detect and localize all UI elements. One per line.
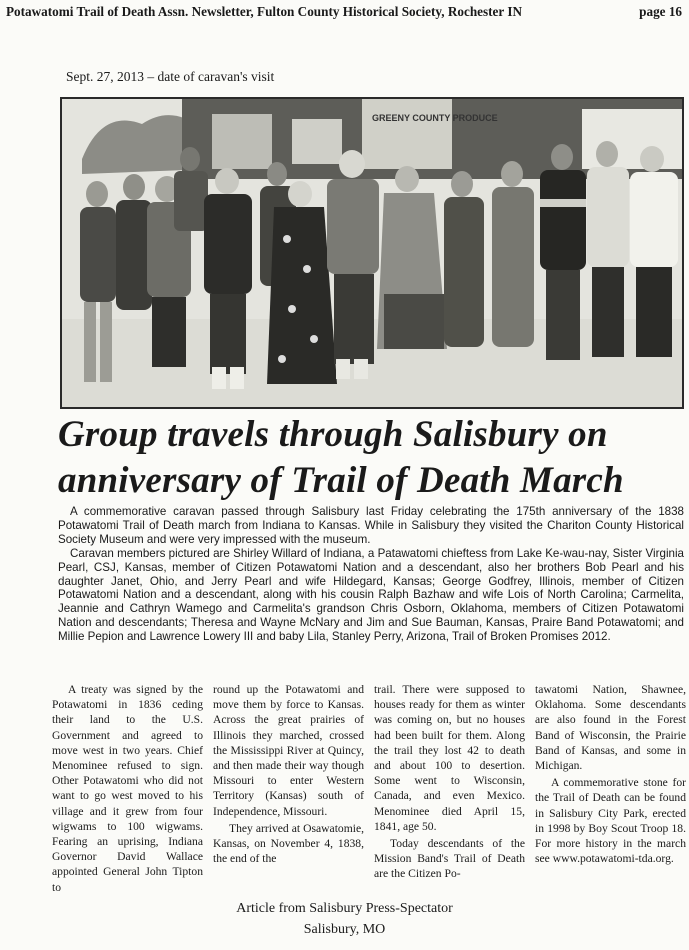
body-paragraph: tawatomi Nation, Shawnee, Oklahoma. Some descendants are also found in the Forest Band of Wisconsin, the Prairie Band of Kansas, and some in Michigan. — [535, 683, 686, 773]
column-2 — [213, 682, 364, 892]
headline-line-1: Group travels through Salisbury on — [58, 414, 608, 455]
body-paragraph: trail. There were supposed to houses ready for them as winter was coming on, but no houses had been built for them. Along the trail they lost 42 to death and about 100 to desertion. Some went to Wisconsin, Canada, and even Mexico. Menominee died April 15, 1841, age 50. — [374, 683, 525, 833]
body-paragraph: round up the Potawatomi and move them by force to Kansas. Across the great prairies of Illinois they marched, crossed the Mississippi River at Quincy, and then made their way though Missouri to enter Western Territory (Kansas) south of Independence, Missouri. — [213, 683, 364, 818]
produce-sign: GREENY COUNTY PRODUCE — [372, 113, 498, 123]
column-4 — [535, 682, 686, 892]
caravan-members-paragraph: Caravan members pictured are Shirley Willard of Indiana, a Patawatomi chieftess from Lake Ke-wau-nay, Sister Virginia Pearl, CSJ, Kansas, member of Citizen Potawatomi Nation and a descendant, also her brothers Bob Pearl and his daughter Janet, Ohio, and Jerry Pearl and wife Hildegard, Kansas; George Godfrey, Illinois, member of Citizen Potawatomi Nation and a descendant, along with his cousin Ralph Bazhaw and wife Lois of North Carolina; Carmelita, Jeannie and Cathryn Wamego and Carmelita's grandson Chris Osborn, Oklahoma, members of Citizen Potawatomi Nation and descendants; Theresa and Wayne McNary and Jim and Sue Bauman, Kansas, Praire Band Potawatomi; and Millie Pepion and Lawrence Lowery III and baby Lila, Stanley Perry, Arizona, Trail of Broken Promises 2012. — [58, 546, 684, 644]
source-line-1: Article from Salisbury Press-Spectator — [236, 901, 453, 916]
source-credit — [0, 898, 689, 940]
newsletter-header — [6, 4, 682, 24]
source-line-2: Salisbury, MO — [303, 922, 386, 937]
body-paragraph: A commemorative stone for the Trail of Death can be found in Salisbury City Park, erected in 1998 by Boy Scout Troop 18. For more history in the march see www.potawatomi-tda.org. — [535, 776, 686, 866]
headline-line-2: anniversary of Trail of Death March — [58, 460, 624, 501]
lead-paragraph: A commemorative caravan passed through Salisbury last Friday celebrating the 175th anniversary of the 1838 Potawatomi Trail of Death march from Indiana to Kansas. While in Salisbury they visited the Chariton County Historical Society Museum and were very impressed with the museum. — [58, 505, 684, 546]
column-3 — [374, 682, 525, 892]
body-paragraph: Today descendants of the Mission Band's Trail of Death are the Citizen Po- — [374, 837, 525, 881]
article-body — [52, 682, 686, 892]
photo-date-caption: Sept. 27, 2013 – date of caravan's visit — [66, 69, 275, 84]
page-number: page 16 — [639, 4, 682, 19]
body-paragraph: They arrived at Osawatomie, Kansas, on November 4, 1838, the end of the — [213, 821, 364, 866]
group-photo — [60, 97, 684, 409]
photo-description — [58, 505, 684, 644]
newsletter-title: Potawatomi Trail of Death Assn. Newsletter, Fulton County Historical Society, Rochester IN — [6, 4, 522, 19]
body-paragraph: A treaty was signed by the Potawatomi in 1836 ceding their land to the U.S. Government and agreed to move west in two years. Chief Menominee refused to sign. Other Potawatomi who did not want to go west moved to his village and it grew from four wigwams to 100 wigwams. Fearing an uprising, Indiana Governor David Wallace appointed General John Tipton to — [52, 683, 203, 894]
article-headline — [58, 412, 684, 504]
column-1 — [52, 682, 203, 892]
